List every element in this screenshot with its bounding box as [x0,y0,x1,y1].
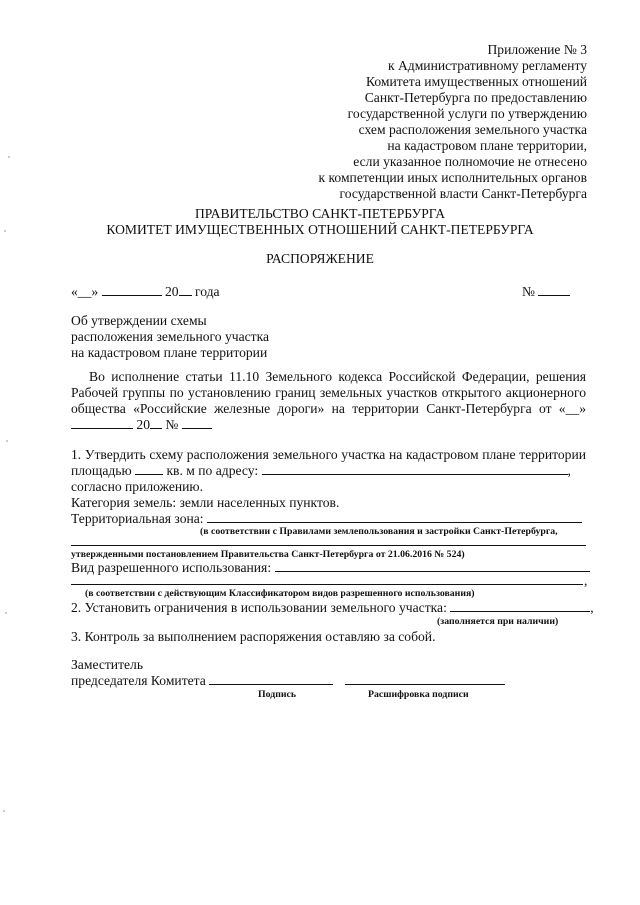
use-continuation-comma: , [584,573,588,588]
use-continuation-line [71,584,583,585]
signature-title-1: Заместитель [71,657,144,672]
date-day: «__» [71,284,99,299]
zone-label: Территориальная зона: [71,511,204,526]
appendix-line: схем расположения земельного участка [358,122,587,137]
item2-text: 2. Установить ограничения в использовании земельного участка: [71,600,447,615]
signature-blank [209,673,333,685]
area-unit: кв. м по адресу: [166,463,259,478]
committee-title: КОМИТЕТ ИМУЩЕСТВЕННЫХ ОТНОШЕНИЙ САНКТ-ПЕТЕРБУРГА [106,222,534,237]
preamble-line-2: Рабочей группы по установлению границ земельных участков открытого акционерного [71,385,586,400]
item1-line-2: площадью кв. м по адресу: , [71,463,571,478]
restrictions-blank [450,600,590,612]
appendix-line: Комитета имущественных отношений [365,74,587,89]
item2-note: (заполняется при наличии) [437,616,559,627]
decode-blank [345,673,505,685]
government-title: ПРАВИТЕЛЬСТВО САНКТ-ПЕТЕРБУРГА [194,206,446,221]
subject-line: расположения земельного участка [71,329,270,344]
date-year-prefix: 20 [165,284,179,299]
per-appendix: согласно приложению. [71,479,203,494]
number-blank [538,284,570,296]
number-field [522,284,570,300]
preamble-line-1: Во исполнение статьи 11.10 Земельного кодекса Российской Федерации, решения [89,369,586,384]
subject-line: Об утверждении схемы [71,313,207,328]
decode-caption: Расшифровка подписи [368,689,469,700]
date-year-suffix: года [195,284,220,299]
signature-title-2-text: председателя Комитета [71,673,206,688]
appendix-line: на кадастровом плане территории, [387,138,587,153]
date-row [71,284,220,300]
scan-speck [5,612,7,614]
date-month-blank [102,284,162,296]
preamble-number-label: № [165,417,179,432]
zone-note-2: утвержденными постановлением Правительства Санкт-Петербурга от 21.06.2016 № 524) [71,549,465,560]
document-type: РАСПОРЯЖЕНИЕ [266,251,374,266]
area-label: площадью [71,463,132,478]
preamble-line-4 [71,417,212,433]
item2-row: 2. Установить ограничения в использовании земельного участка: , [71,600,594,615]
scan-speck [3,810,5,812]
appendix-line: Санкт-Петербурга по предоставлению [364,90,587,105]
appendix-line: к компетенции иных исполнительных органов [318,170,587,185]
item3-text: 3. Контроль за выполнением распоряжения оставляю за собой. [71,629,436,644]
use-note: (в соответствии с действующим Классификатором видов разрешенного использования) [85,588,475,599]
land-category: Категория земель: земли населенных пунктов. [71,495,340,510]
zone-note: (в соответствии с Правилами землепользования и застройки Санкт-Петербурга, [200,526,558,537]
subject-line: на кадастровом плане территории [71,345,268,360]
date-year-blank [179,284,192,296]
area-blank [135,463,163,475]
preamble-line-3: общества «Российские железные дороги» на территории Санкт-Петербурга от «__» [71,401,586,416]
appendix-line: к Административному регламенту [387,58,587,73]
preamble-number-blank [182,417,212,429]
zone-blank [207,511,582,523]
signature-title-2 [71,673,505,689]
appendix-line: Приложение № 3 [487,42,587,57]
use-row [71,560,590,576]
scan-speck [8,156,10,158]
zone-continuation-line [71,545,586,546]
appendix-line: государственной власти Санкт-Петербурга [339,186,587,201]
preamble-year: 20 [136,417,150,432]
preamble-date-blank [71,417,133,429]
address-blank [262,463,568,475]
item1-line-1: 1. Утвердить схему расположения земельного участка на кадастровом плане территории [71,447,586,462]
zone-row [71,511,582,527]
scan-speck [6,440,8,442]
number-label: № [522,284,535,299]
preamble-year-blank [150,417,162,429]
subject-block [71,313,269,361]
use-blank [275,560,590,572]
scan-speck [4,230,6,232]
use-label: Вид разрешенного использования: [71,560,272,575]
appendix-block [318,42,587,202]
appendix-line: государственной услуги по утверждению [347,106,587,121]
appendix-line: если указанное полномочие не отнесено [353,154,587,169]
signature-caption: Подпись [258,689,297,700]
